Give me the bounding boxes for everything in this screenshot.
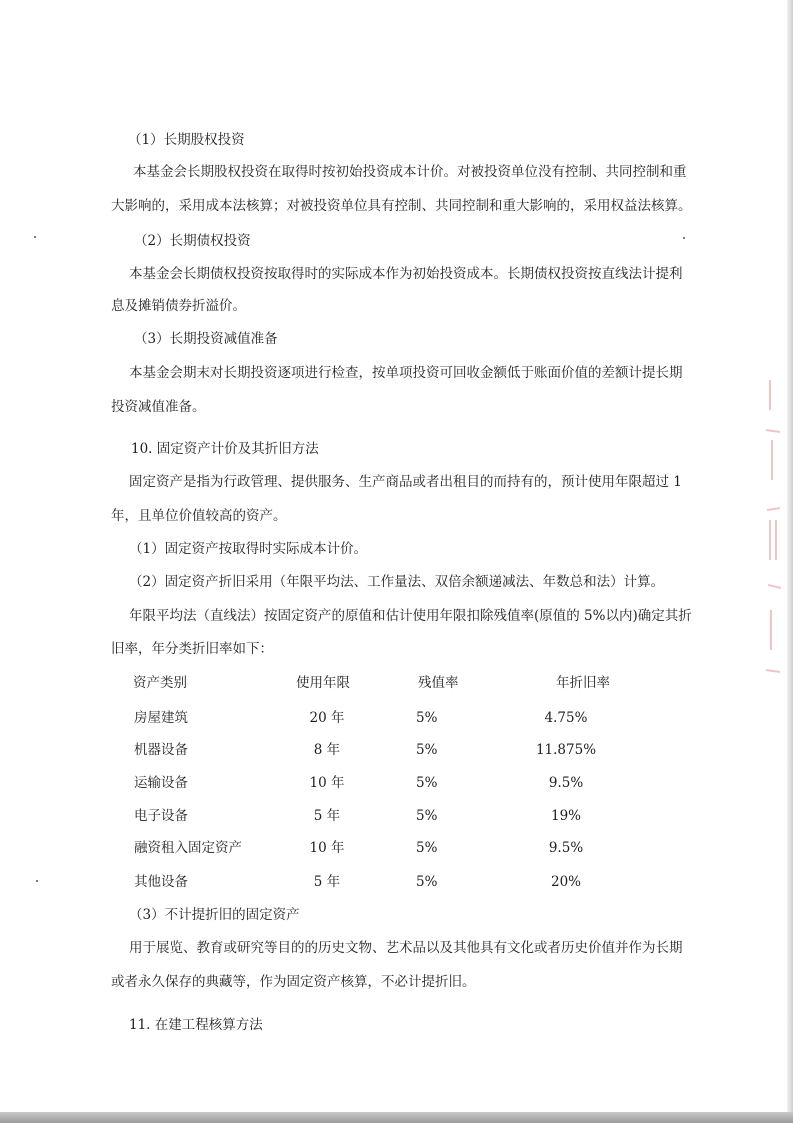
table-header: 资产类别 (133, 675, 187, 691)
table-cell-years: 10 年 (309, 775, 345, 791)
paragraph-line: 固定资产是指为行政管理、提供服务、生产商品或者出租目的而持有的，预计使用年限超过 1 (129, 474, 682, 490)
heading-construction-in-progress: 11. 在建工程核算方法 (129, 1017, 263, 1033)
table-cell-residual: 5% (416, 840, 438, 856)
table-cell-category: 电子设备 (134, 808, 188, 824)
table-header: 使用年限 (296, 675, 350, 691)
list-item: （3）不计提折旧的固定资产 (129, 907, 300, 923)
table-header: 年折旧率 (556, 675, 610, 691)
table-cell-years: 8 年 (313, 742, 341, 758)
list-item: （1）固定资产按取得时实际成本计价。 (129, 541, 368, 557)
scan-edge-right (787, 0, 793, 1123)
table-cell-rate: 20% (550, 874, 581, 890)
paragraph-line: 息及摊销债券折溢价。 (111, 298, 246, 314)
table-cell-rate: 9.5% (548, 840, 584, 856)
table-cell-years: 5 年 (313, 874, 341, 890)
table-cell-years: 20 年 (309, 710, 345, 726)
paragraph-line: 或者永久保存的典藏等，作为固定资产核算，不必计提折旧。 (111, 974, 476, 990)
table-cell-rate: 4.75% (544, 710, 588, 726)
table-header: 残值率 (418, 675, 459, 691)
table-cell-rate: 11.875% (535, 742, 597, 758)
paragraph-line: 年，且单位价值较高的资产。 (111, 508, 287, 524)
heading-long-term-debt-investment: （2）长期债权投资 (134, 233, 251, 249)
table-cell-category: 运输设备 (134, 775, 188, 791)
heading-impairment-provision: （3）长期投资减值准备 (134, 331, 278, 347)
table-cell-category: 其他设备 (134, 874, 188, 890)
paragraph-line: 用于展览、教育或研究等目的的历史文物、艺术品以及其他具有文化或者历史价值并作为长期 (129, 940, 683, 956)
seam-stamp (762, 370, 786, 700)
table-cell-residual: 5% (416, 742, 438, 758)
heading-fixed-assets: 10. 固定资产计价及其折旧方法 (131, 441, 319, 457)
table-cell-rate: 19% (550, 808, 581, 824)
table-cell-years: 10 年 (309, 840, 345, 856)
heading-long-term-equity-investment: （1）长期股权投资 (128, 132, 245, 148)
paragraph-line: 旧率，年分类折旧率如下： (111, 641, 273, 657)
table-cell-residual: 5% (416, 874, 438, 890)
table-cell-category: 融资租入固定资产 (134, 840, 242, 856)
scan-edge-bottom (0, 1112, 793, 1123)
scan-speck (36, 880, 38, 882)
paragraph-line: 本基金会长期债权投资按取得时的实际成本作为初始投资成本。长期债权投资按直线法计提利 (129, 266, 683, 282)
scan-speck (34, 236, 36, 238)
table-cell-category: 机器设备 (134, 742, 188, 758)
paragraph-line: 投资减值准备。 (111, 399, 206, 415)
list-item: （2）固定资产折旧采用（年限平均法、工作量法、双倍余额递减法、年数总和法）计算。 (129, 574, 665, 590)
table-cell-residual: 5% (416, 775, 438, 791)
table-cell-residual: 5% (416, 710, 438, 726)
paragraph-line: 本基金会长期股权投资在取得时按初始投资成本计价。对被投资单位没有控制、共同控制和重 (133, 164, 687, 180)
table-cell-residual: 5% (416, 808, 438, 824)
scan-speck (683, 237, 685, 239)
table-cell-category: 房屋建筑 (134, 710, 188, 726)
table-cell-rate: 9.5% (548, 775, 584, 791)
seam-stamp-mark (762, 370, 786, 700)
table-cell-years: 5 年 (313, 808, 341, 824)
paragraph-line: 本基金会期末对长期投资逐项进行检查，按单项投资可回收金额低于账面价值的差额计提长期 (129, 365, 683, 381)
paragraph-line: 大影响的，采用成本法核算；对被投资单位具有控制、共同控制和重大影响的，采用权益法核算。 (111, 198, 692, 214)
paragraph-line: 年限平均法（直线法）按固定资产的原值和估计使用年限扣除残值率(原值的 5%以内)确定其折 (129, 608, 692, 624)
